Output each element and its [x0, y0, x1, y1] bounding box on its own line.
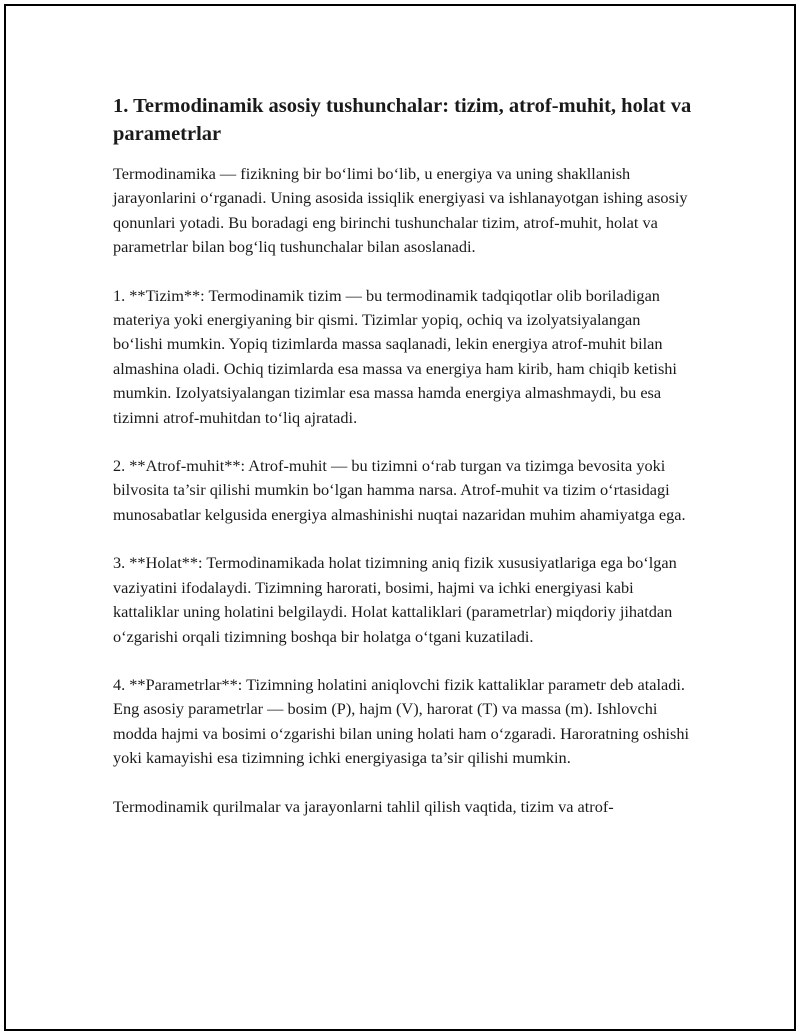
paragraph-parametrlar: 4. **Parametrlar**: Tizimning holatini aniqlovchi fizik kattaliklar parametr deb ataladi. Eng asosiy parametrlar — bosim (P), hajm (V), harorat (T) va massa (m). Ishlovchi modda hajmi va bosimi o‘zgarishi bilan uning holati ham o‘zgaradi. Haroratning oshishi yoki kamayishi esa tizimning ichki energiyasiga ta’sir qilishi mumkin. [113, 674, 690, 768]
paragraph-tizim: 1. **Tizim**: Termodinamik tizim — bu termodinamik tadqiqotlar olib boriladigan materiya yoki energiyaning bir qismi. Tizimlar yopiq, ochiq va izolyatsiyalangan bo‘lishi mumkin. Yopiq tizimlarda massa saqlanadi, lekin energiya atrof-muhit bilan almashina oladi. Ochiq tizimlarda esa massa va energiya ham kirib, ham chiqib ketishi mumkin. Izolyatsiyalangan tizimlar esa massa hamda energiya almashmaydi, bu esa tizimni atrof-muhitdan to‘liq ajratadi. [113, 285, 677, 427]
intro-paragraph: Termodinamika — fizikning bir bo‘limi bo‘lib, u energiya va uning shakllanish jarayonlarini o‘rganadi. Uning asosida issiqlik energiyasi va ishlanayotgan ishing asosiy qonunlari yotadi. Bu boradagi eng birinchi tushunchalar tizim, atrof-muhit, holat va parametrlar bilan bog‘liq tushunchalar bilan asoslanadi. [113, 164, 688, 257]
paragraph-holat: 3. **Holat**: Termodinamikada holat tizimning aniq fizik xususiyatlariga ega bo‘lgan vaziyatini ifodalaydi. Tizimning harorati, bosimi, hajmi va ichki energiyasi kabi kattaliklar uning holatini belgilaydi. Holat kattaliklari (parametrlar) miqdoriy jihatdan o‘zgarishi orqali tizimning boshqa bir holatga o‘tgani kuzatiladi. [113, 553, 677, 646]
closing-paragraph: Termodinamik qurilmalar va jarayonlarni tahlil qilish vaqtida, tizim va atrof- [113, 796, 614, 816]
section-title: 1. Termodinamik asosiy tushunchalar: tizim, atrof-muhit, holat va parametrlar [113, 95, 692, 145]
document-body [113, 92, 693, 843]
paragraph-atrof-muhit: 2. **Atrof-muhit**: Atrof-muhit — bu tizimni o‘rab turgan va tizimga bevosita yoki bilvosita ta’sir qilishi mumkin bo‘lgan hamma narsa. Atrof-muhit va tizim o‘rtasidagi munosabatlar kelgusida energiya almashinishi nuqtai nazaridan muhim ahamiyatga ega. [113, 456, 686, 524]
